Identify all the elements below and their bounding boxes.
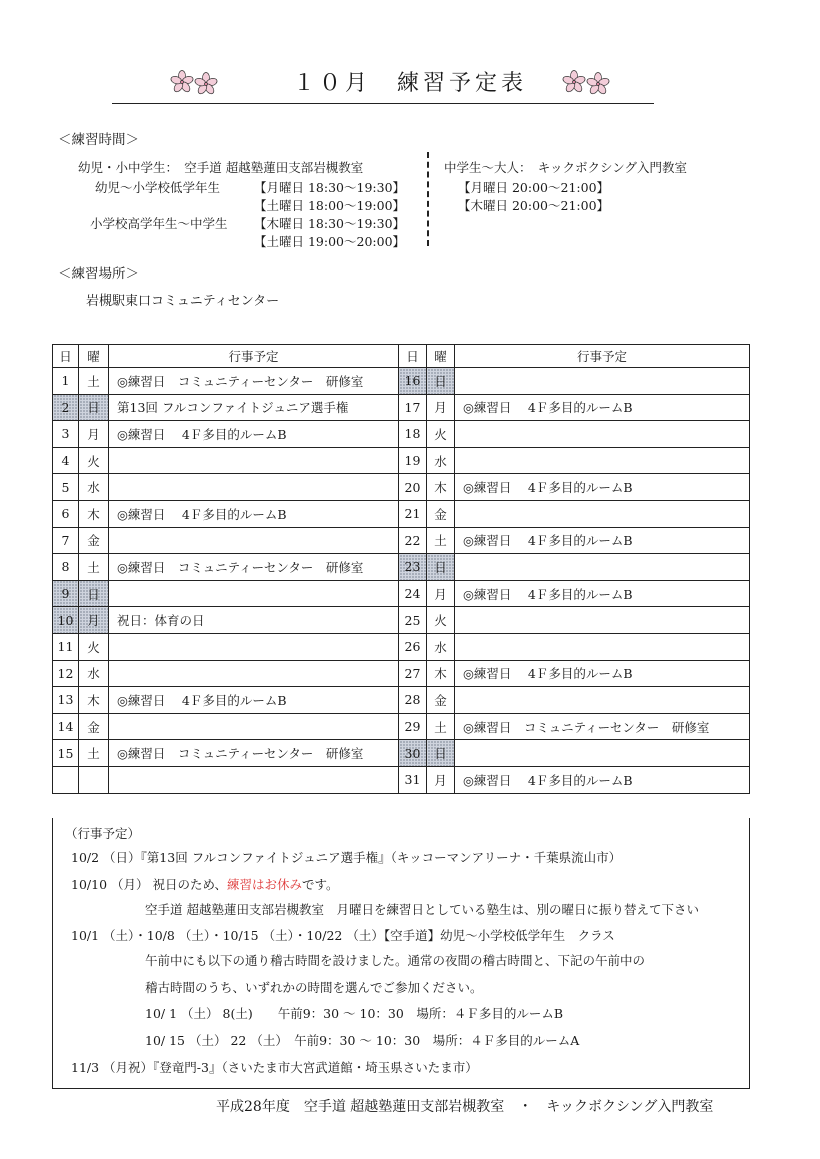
kick-slot: 【木曜日 20:00～21:00】 bbox=[458, 198, 610, 213]
day-cell: 20 bbox=[399, 474, 427, 501]
event-cell: ◎練習日 コミュニティーセンター 研修室 bbox=[455, 713, 750, 740]
day-cell: 11 bbox=[53, 633, 79, 660]
weekday-cell: 日 bbox=[427, 554, 455, 581]
day-cell: 4 bbox=[53, 447, 79, 474]
weekday-cell: 金 bbox=[79, 713, 109, 740]
weekday-cell bbox=[79, 766, 109, 793]
weekday-cell: 土 bbox=[79, 368, 109, 395]
header-dow: 曜 bbox=[427, 345, 455, 368]
weekday-cell: 月 bbox=[427, 394, 455, 421]
weekday-cell: 水 bbox=[427, 447, 455, 474]
day-cell: 15 bbox=[53, 740, 79, 767]
event-cell bbox=[455, 687, 750, 714]
day-cell: 3 bbox=[53, 421, 79, 448]
kick-class-title: 中学生～大人： キックボクシング入門教室 bbox=[444, 160, 687, 175]
day-cell bbox=[53, 766, 79, 793]
practice-time-label: ＜練習時間＞ bbox=[58, 132, 139, 148]
weekday-cell: 日 bbox=[79, 394, 109, 421]
event-cell bbox=[455, 500, 750, 527]
day-cell: 25 bbox=[399, 607, 427, 634]
weekday-cell: 火 bbox=[427, 421, 455, 448]
table-row bbox=[53, 474, 750, 501]
note-text: 10/10 （月） 祝日のため、 bbox=[71, 877, 227, 892]
day-cell: 6 bbox=[53, 500, 79, 527]
day-cell: 2 bbox=[53, 394, 79, 421]
day-cell: 27 bbox=[399, 660, 427, 687]
weekday-cell: 土 bbox=[427, 713, 455, 740]
event-cell bbox=[109, 660, 399, 687]
day-cell: 9 bbox=[53, 580, 79, 607]
note-line: 10/1 （土）・10/8 （土）・10/15 （土）・10/22 （土）【空手道】幼児～小学校低学年生 クラス bbox=[71, 928, 615, 943]
footer-text: 平成28年度 空手道 超越塾蓮田支部岩槻教室 ・ キックボクシング入門教室 bbox=[216, 1099, 714, 1115]
weekday-cell: 月 bbox=[79, 421, 109, 448]
day-cell: 10 bbox=[53, 607, 79, 634]
day-cell: 7 bbox=[53, 527, 79, 554]
header-event: 行事予定 bbox=[109, 345, 399, 368]
event-cell bbox=[109, 633, 399, 660]
day-cell: 22 bbox=[399, 527, 427, 554]
note-line: 空手道 超越塾蓮田支部岩槻教室 月曜日を練習日としている塾生は、別の曜日に振り替えて下さい bbox=[145, 902, 699, 917]
weekday-cell: 金 bbox=[427, 500, 455, 527]
table-row bbox=[53, 500, 750, 527]
table-row bbox=[53, 660, 750, 687]
event-cell: ◎練習日 コミュニティーセンター 研修室 bbox=[109, 368, 399, 395]
weekday-cell: 土 bbox=[79, 554, 109, 581]
day-cell: 17 bbox=[399, 394, 427, 421]
note-line: 10/ 15 （土） 22 （土） 午前9：30 ～ 10：30 場所：４Ｆ多目的ルームA bbox=[145, 1033, 580, 1048]
day-cell: 14 bbox=[53, 713, 79, 740]
weekday-cell: 月 bbox=[427, 580, 455, 607]
table-row bbox=[53, 394, 750, 421]
karate-group: 小学校高学年生～中学生 bbox=[90, 216, 228, 231]
event-cell: ◎練習日 4Ｆ多目的ルームB bbox=[455, 474, 750, 501]
title-underline bbox=[112, 103, 654, 104]
weekday-cell: 木 bbox=[427, 474, 455, 501]
weekday-cell: 月 bbox=[427, 766, 455, 793]
event-cell bbox=[109, 580, 399, 607]
weekday-cell: 土 bbox=[79, 740, 109, 767]
note-line: 午前中にも以下の通り稽古時間を設けました。通常の夜間の稽古時間と、下記の午前中の bbox=[145, 953, 646, 968]
event-cell bbox=[109, 713, 399, 740]
table-row bbox=[53, 580, 750, 607]
column-divider bbox=[427, 152, 429, 246]
weekday-cell: 火 bbox=[79, 447, 109, 474]
note-line: 10/2 （日）『第13回 フルコンファイトジュニア選手権』（キッコーマンアリーナ・千葉県流山市） bbox=[71, 850, 622, 865]
weekday-cell: 火 bbox=[427, 607, 455, 634]
event-cell bbox=[455, 368, 750, 395]
weekday-cell: 水 bbox=[427, 633, 455, 660]
karate-slot: 【木曜日 18:30～19:30】 bbox=[254, 216, 406, 231]
day-cell: 21 bbox=[399, 500, 427, 527]
event-cell bbox=[109, 447, 399, 474]
event-cell: ◎練習日 4Ｆ多目的ルームB bbox=[455, 394, 750, 421]
event-cell bbox=[455, 740, 750, 767]
schedule-table bbox=[52, 344, 750, 794]
day-cell: 31 bbox=[399, 766, 427, 793]
header-event: 行事予定 bbox=[455, 345, 750, 368]
karate-slot: 【月曜日 18:30～19:30】 bbox=[254, 180, 406, 195]
event-cell bbox=[455, 447, 750, 474]
weekday-cell: 木 bbox=[79, 500, 109, 527]
day-cell: 18 bbox=[399, 421, 427, 448]
note-highlight: 練習はお休み bbox=[226, 877, 302, 892]
day-cell: 30 bbox=[399, 740, 427, 767]
table-row bbox=[53, 607, 750, 634]
table-row bbox=[53, 713, 750, 740]
day-cell: 28 bbox=[399, 687, 427, 714]
karate-group: 幼児～小学校低学年生 bbox=[95, 180, 221, 195]
event-cell bbox=[455, 607, 750, 634]
header-dow: 曜 bbox=[79, 345, 109, 368]
notes-heading: （行事予定） bbox=[65, 826, 141, 841]
table-row bbox=[53, 554, 750, 581]
note-line: 11/3 （月祝）『登竜門-3』（さいたま市大宮武道館・埼玉県さいたま市） bbox=[71, 1060, 478, 1075]
table-row bbox=[53, 368, 750, 395]
event-cell bbox=[455, 554, 750, 581]
table-row bbox=[53, 527, 750, 554]
event-cell: ◎練習日 4Ｆ多目的ルームB bbox=[455, 660, 750, 687]
table-row bbox=[53, 740, 750, 767]
event-cell: ◎練習日 コミュニティーセンター 研修室 bbox=[109, 554, 399, 581]
table-row bbox=[53, 766, 750, 793]
karate-class-title: 幼児・小中学生： 空手道 超越塾蓮田支部岩槻教室 bbox=[78, 160, 364, 175]
weekday-cell: 木 bbox=[79, 687, 109, 714]
weekday-cell: 水 bbox=[79, 474, 109, 501]
day-cell: 19 bbox=[399, 447, 427, 474]
table-row bbox=[53, 447, 750, 474]
event-cell: ◎練習日 コミュニティーセンター 研修室 bbox=[109, 740, 399, 767]
event-cell bbox=[109, 527, 399, 554]
weekday-cell: 日 bbox=[427, 368, 455, 395]
page-title: １０月 練習予定表 bbox=[292, 71, 527, 96]
table-row bbox=[53, 687, 750, 714]
event-cell: ◎練習日 4Ｆ多目的ルームB bbox=[455, 527, 750, 554]
event-cell bbox=[109, 766, 399, 793]
day-cell: 13 bbox=[53, 687, 79, 714]
weekday-cell: 土 bbox=[427, 527, 455, 554]
day-cell: 16 bbox=[399, 368, 427, 395]
day-cell: 12 bbox=[53, 660, 79, 687]
karate-slot: 【土曜日 19:00～20:00】 bbox=[254, 234, 406, 249]
header-day: 日 bbox=[53, 345, 79, 368]
day-cell: 1 bbox=[53, 368, 79, 395]
practice-place: 岩槻駅東口コミュニティセンター bbox=[86, 294, 280, 309]
day-cell: 8 bbox=[53, 554, 79, 581]
notes-box bbox=[52, 818, 750, 1089]
weekday-cell: 火 bbox=[79, 633, 109, 660]
weekday-cell: 水 bbox=[79, 660, 109, 687]
event-cell: ◎練習日 4Ｆ多目的ルームB bbox=[455, 580, 750, 607]
weekday-cell: 木 bbox=[427, 660, 455, 687]
day-cell: 5 bbox=[53, 474, 79, 501]
weekday-cell: 月 bbox=[79, 607, 109, 634]
day-cell: 24 bbox=[399, 580, 427, 607]
header-day: 日 bbox=[399, 345, 427, 368]
note-line: 稽古時間のうち、いずれかの時間を選んでご参加ください。 bbox=[145, 980, 483, 995]
note-text: です。 bbox=[302, 877, 339, 892]
weekday-cell: 日 bbox=[79, 580, 109, 607]
event-cell: 第13回 フルコンファイトジュニア選手権 bbox=[109, 394, 399, 421]
karate-slot: 【土曜日 18:00～19:00】 bbox=[254, 198, 406, 213]
note-line: 10/ 1 （土） 8(土) 午前9：30 ～ 10：30 場所：４Ｆ多目的ルームB bbox=[145, 1006, 564, 1021]
day-cell: 26 bbox=[399, 633, 427, 660]
practice-place-label: ＜練習場所＞ bbox=[58, 266, 139, 282]
kick-slot: 【月曜日 20:00～21:00】 bbox=[458, 180, 610, 195]
event-cell: ◎練習日 4Ｆ多目的ルームB bbox=[109, 500, 399, 527]
weekday-cell: 金 bbox=[427, 687, 455, 714]
event-cell: 祝日：体育の日 bbox=[109, 607, 399, 634]
table-row bbox=[53, 633, 750, 660]
event-cell: ◎練習日 4Ｆ多目的ルームB bbox=[455, 766, 750, 793]
event-cell bbox=[109, 474, 399, 501]
event-cell bbox=[455, 421, 750, 448]
day-cell: 23 bbox=[399, 554, 427, 581]
table-row bbox=[53, 421, 750, 448]
event-cell: ◎練習日 4Ｆ多目的ルームB bbox=[109, 687, 399, 714]
table-header-row bbox=[53, 345, 750, 368]
note-line bbox=[71, 875, 339, 893]
weekday-cell: 日 bbox=[427, 740, 455, 767]
weekday-cell: 金 bbox=[79, 527, 109, 554]
day-cell: 29 bbox=[399, 713, 427, 740]
event-cell bbox=[455, 633, 750, 660]
event-cell: ◎練習日 4Ｆ多目的ルームB bbox=[109, 421, 399, 448]
